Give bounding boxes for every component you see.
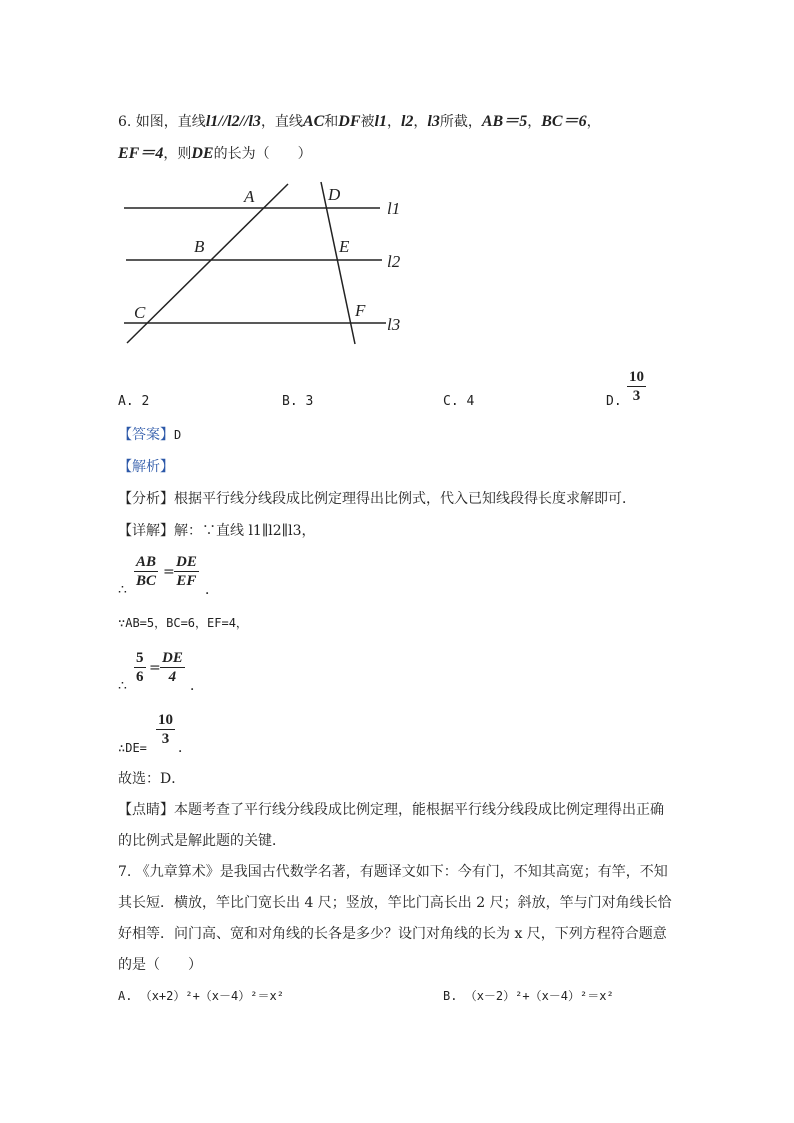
- label-l1: l1: [387, 199, 401, 218]
- label-l2: l2: [387, 252, 401, 271]
- analysis-tag: 【解析】: [118, 459, 174, 475]
- answer-line: 【答案】D: [118, 427, 182, 443]
- option-d-fraction: $\frac{10}{3}$: [629, 369, 644, 404]
- choose-line: 故选：D．: [118, 771, 186, 787]
- result-fraction: $\frac{10}{3}$: [158, 712, 173, 747]
- q7-option-b[interactable]: B. （x－2）²+（x－4）²＝x²: [443, 989, 614, 1003]
- option-d[interactable]: D.: [606, 394, 622, 409]
- comment-line1: 【点睛】本题考查了平行线分线段成比例定理，能根据平行线分线段成比例定理得出正确: [118, 802, 664, 818]
- ratio2-eq: =: [149, 660, 161, 676]
- ratio1-eq: =: [163, 564, 175, 580]
- ratio1-frac-right: $\frac{DE}{EF}$: [176, 554, 197, 589]
- label-C: C: [134, 303, 146, 322]
- label-B: B: [194, 237, 205, 256]
- option-a[interactable]: A. 2: [118, 394, 150, 409]
- parallel-expression: l1//l2//l3: [205, 113, 261, 130]
- ratio2-end: ．: [190, 678, 204, 694]
- label-A: A: [244, 187, 255, 206]
- detail-line: 【详解】解：∵直线 l1∥l2∥l3，: [118, 523, 316, 539]
- label-D: D: [328, 185, 341, 204]
- comment-line2: 的比例式是解此题的关键．: [118, 833, 286, 849]
- result-prefix: ∴DE=: [118, 741, 147, 755]
- ratio1-frac-left: $\frac{AB}{BC}$: [136, 554, 157, 589]
- given-line: ∵AB=5，BC=6，EF=4，: [118, 616, 248, 630]
- option-c[interactable]: C. 4: [443, 394, 475, 409]
- q7-line1: 7. 《九章算术》是我国古代数学名著，有题译文如下：今有门，不知其高宽；有竿，不知: [118, 864, 668, 880]
- fenxi-line: 【分析】根据平行线分线段成比例定理得出比例式，代入已知线段得长度求解即可．: [118, 491, 636, 507]
- label-l3: l3: [387, 315, 401, 334]
- line-df: [321, 182, 355, 344]
- ratio2-therefore: ∴: [118, 678, 127, 694]
- ratio1-end: ．: [205, 582, 219, 598]
- q6-stem-line1: 6. 如图，直线l1//l2//l3，直线AC和DF被l1，l2，l3所截，AB＝5，BC＝6，: [118, 113, 601, 130]
- parallel-lines-figure: [110, 175, 410, 350]
- q7-line2: 其长短．横放，竿比门宽长出 4 尺；竖放，竿比门高长出 2 尺；斜放，竿与门对角线长恰: [118, 895, 672, 911]
- ratio2-frac-left: $\frac{5}{6}$: [136, 650, 144, 685]
- result-end: ．: [178, 740, 192, 756]
- option-b[interactable]: B. 3: [282, 394, 314, 409]
- label-E: E: [339, 237, 350, 256]
- q7-option-a[interactable]: A. （x+2）²+（x－4）²＝x²: [118, 989, 284, 1003]
- label-F: F: [355, 301, 366, 320]
- q7-line3: 好相等．问门高、宽和对角线的长各是多少？设门对角线的长为 x 尺，下列方程符合题意: [118, 926, 667, 942]
- q6-stem-line2: EF＝4，则DE的长为（ ）: [118, 145, 312, 162]
- ratio2-frac-right: $\frac{DE}{4}$: [162, 650, 183, 685]
- q7-line4: 的是（ ）: [118, 957, 202, 973]
- ratio1-therefore: ∴: [118, 582, 127, 598]
